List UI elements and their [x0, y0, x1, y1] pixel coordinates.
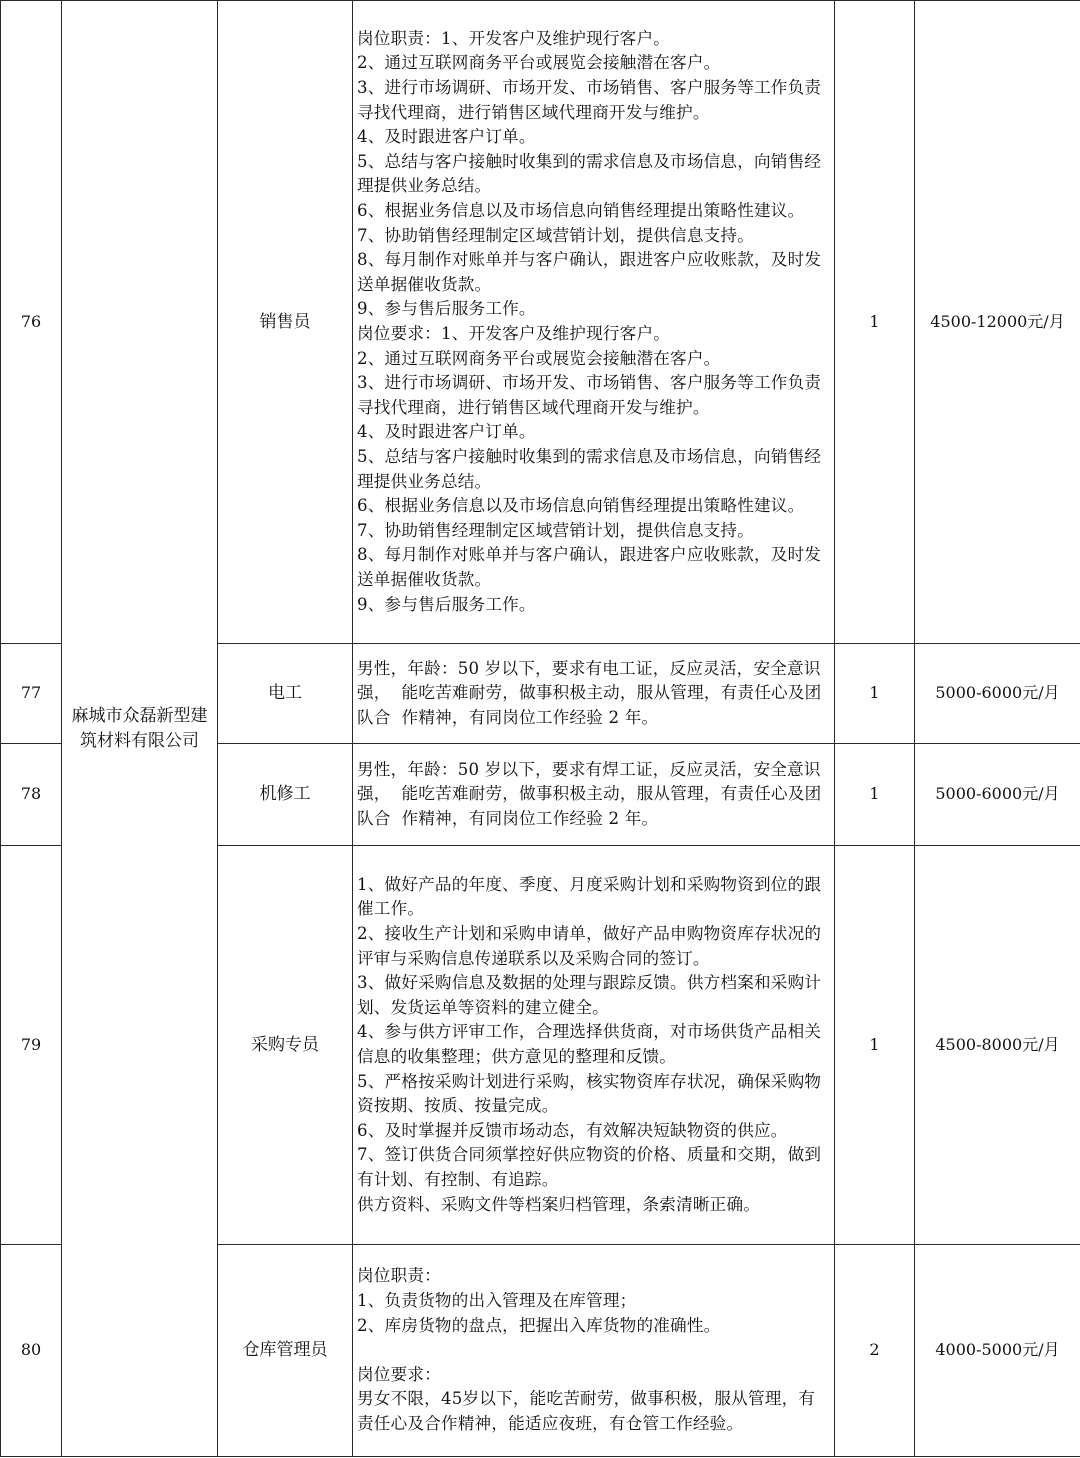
position-title: 机修工 [218, 744, 353, 846]
position-title: 电工 [218, 644, 353, 744]
salary: 4500-12000元/月 [915, 1, 1080, 644]
job-description: 岗位职责： 1、负责货物的出入管理及在库管理； 2、库房货物的盘点，把握出入库货物的准确性。 岗位要求： 男女不限，45岁以下，能吃苦耐劳，做事积极，服从管理，有责任心及合作精神，能适应夜班，有仓管工作经验。 [353, 1245, 835, 1457]
job-description: 岗位职责：1、开发客户及维护现行客户。 2、通过互联网商务平台或展览会接触潜在客户。 3、进行市场调研、市场开发、市场销售、客户服务等工作负责寻找代理商，进行销售区域代理商开发与维护。 4、及时跟进客户订单。 5、总结与客户接触时收集到的需求信息及市场信息，向销售经理提供业务总结。 6、根据业务信息以及市场信息向销售经理提出策略性建议。 7、协助销售经理制定区域营销计划，提供信息支持。 8、每月制作对账单并与客户确认，跟进客户应收账款，及时发送单据催收货款。 9、参与售后服务工作。 岗位要求：1、开发客户及维护现行客户。 2、通过互联网商务平台或展览会接触潜在客户。 3、进行市场调研、市场开发、市场销售、客户服务等工作负责寻找代理商，进行销售区域代理商开发与维护。 4、及时跟进客户订单。 5、总结与客户接触时收集到的需求信息及市场信息，向销售经理提供业务总结。 6、根据业务信息以及市场信息向销售经理提出策略性建议。 7、协助销售经理制定区域营销计划，提供信息支持。 8、每月制作对账单并与客户确认，跟进客户应收账款，及时发送单据催收货款。 9、参与售后服务工作。 [353, 1, 835, 644]
salary: 5000-6000元/月 [915, 644, 1080, 744]
row-number: 80 [1, 1245, 62, 1457]
job-description: 男性，年龄：50 岁以下，要求有焊工证，反应灵活，安全意识强， 能吃苦难耐劳，做事积极主动，服从管理，有责任心及团队合 作精神，有同岗位工作经验 2 年。 [353, 744, 835, 846]
company-name: 麻城市众磊新型建筑材料有限公司 [62, 1, 218, 1457]
row-number: 78 [1, 744, 62, 846]
job-description: 男性，年龄：50 岁以下，要求有电工证，反应灵活，安全意识强， 能吃苦难耐劳，做事积极主动，服从管理，有责任心及团队合 作精神，有同岗位工作经验 2 年。 [353, 644, 835, 744]
position-title: 销售员 [218, 1, 353, 644]
row-number: 79 [1, 846, 62, 1245]
headcount: 1 [835, 744, 915, 846]
salary: 4500-8000元/月 [915, 846, 1080, 1245]
headcount: 2 [835, 1245, 915, 1457]
salary: 4000-5000元/月 [915, 1245, 1080, 1457]
headcount: 1 [835, 644, 915, 744]
job-description: 1、做好产品的年度、季度、月度采购计划和采购物资到位的跟催工作。 2、接收生产计划和采购申请单，做好产品申购物资库存状况的评审与采购信息传递联系以及采购合同的签订。 3、做好采购信息及数据的处理与跟踪反馈。供方档案和采购计划、发货运单等资料的建立健全。 4、参与供方评审工作，合理选择供货商，对市场供货产品相关信息的收集整理；供方意见的整理和反馈。 5、严格按采购计划进行采购，核实物资库存状况，确保采购物资按期、按质、按量完成。 6、及时掌握并反馈市场动态，有效解决短缺物资的供应。 7、签订供货合同须掌控好供应物资的价格、质量和交期，做到有计划、有控制、有追踪。 供方资料、采购文件等档案归档管理，条索清晰正确。 [353, 846, 835, 1245]
position-title: 采购专员 [218, 846, 353, 1245]
row-number: 76 [1, 1, 62, 644]
headcount: 1 [835, 846, 915, 1245]
position-title: 仓库管理员 [218, 1245, 353, 1457]
salary: 5000-6000元/月 [915, 744, 1080, 846]
table-row [1, 1, 1080, 644]
row-number: 77 [1, 644, 62, 744]
headcount: 1 [835, 1, 915, 644]
